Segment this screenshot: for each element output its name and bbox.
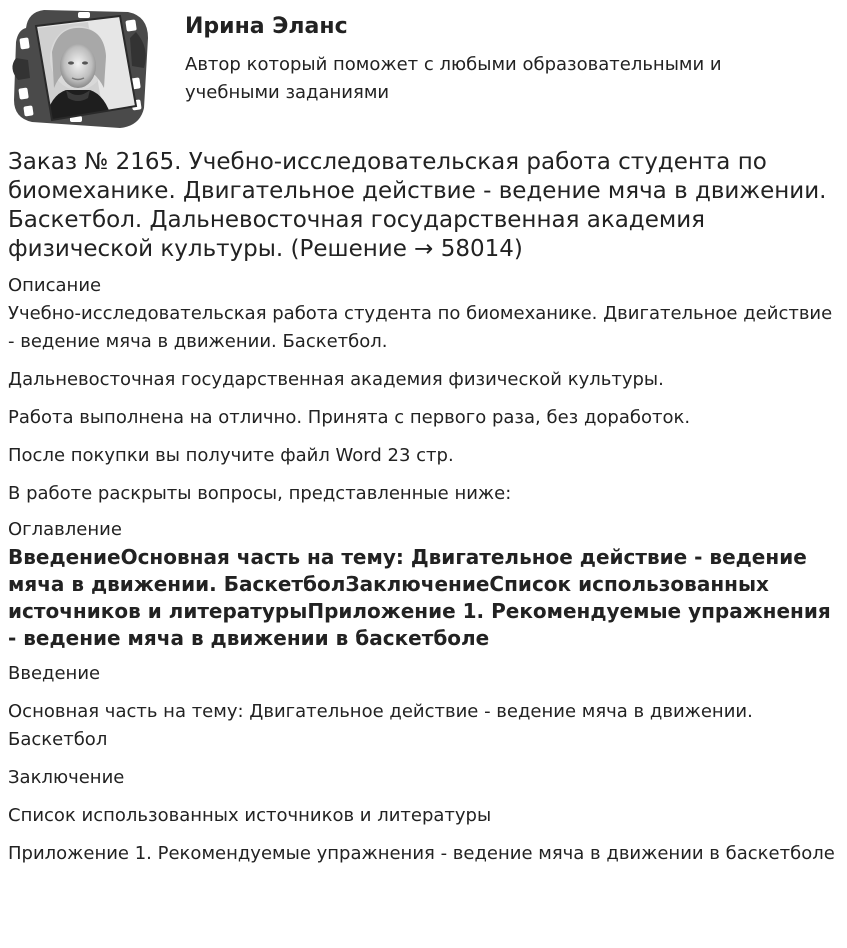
description-paragraph: Дальневосточная государственная академия физической культуры. <box>8 369 664 390</box>
toc-item: Введение <box>8 663 101 684</box>
toc-item: Приложение 1. Рекомендуемые упражнения - ведение мяча в движении в баскетболе <box>8 843 835 864</box>
toc-summary: ВведениеОсновная часть на тему: Двигательное действие - ведение мяча в движении. БаскетболЗаключениеСписок использованных источников и литературыПриложение 1. Рекомендуемые упражнения - ведение мяча в движении в баскетболе <box>8 545 831 650</box>
author-name: Ирина Эланс <box>185 14 348 39</box>
description-paragraph: Учебно-исследовательская работа студента по биомеханике. Двигательное действие - ведение мяча в движении. Баскетбол. <box>8 303 833 352</box>
toc-item: Список использованных источников и литературы <box>8 805 492 826</box>
author-description: Автор который поможет с любыми образовательными и учебными заданиями <box>185 54 722 103</box>
toc-label: Оглавление <box>8 519 122 540</box>
author-card <box>8 8 838 128</box>
description-paragraph: В работе раскрыты вопросы, представленные ниже: <box>8 483 512 504</box>
description-paragraph: После покупки вы получите файл Word 23 стр. <box>8 445 454 466</box>
description-paragraph: Работа выполнена на отлично. Принята с первого раза, без доработок. <box>8 407 691 428</box>
toc-item: Основная часть на тему: Двигательное действие - ведение мяча в движении. Баскетбол <box>8 701 753 750</box>
description-label: Описание <box>8 275 102 296</box>
author-avatar <box>8 8 150 128</box>
order-content <box>8 148 838 878</box>
order-title: Заказ № 2165. Учебно-исследовательская работа студента по биомеханике. Двигательное действие - ведение мяча в движении. Баскетбол. Дальневосточная государственная академия физической культуры. (Решение → 58014) <box>8 149 827 262</box>
toc-item: Заключение <box>8 767 125 788</box>
